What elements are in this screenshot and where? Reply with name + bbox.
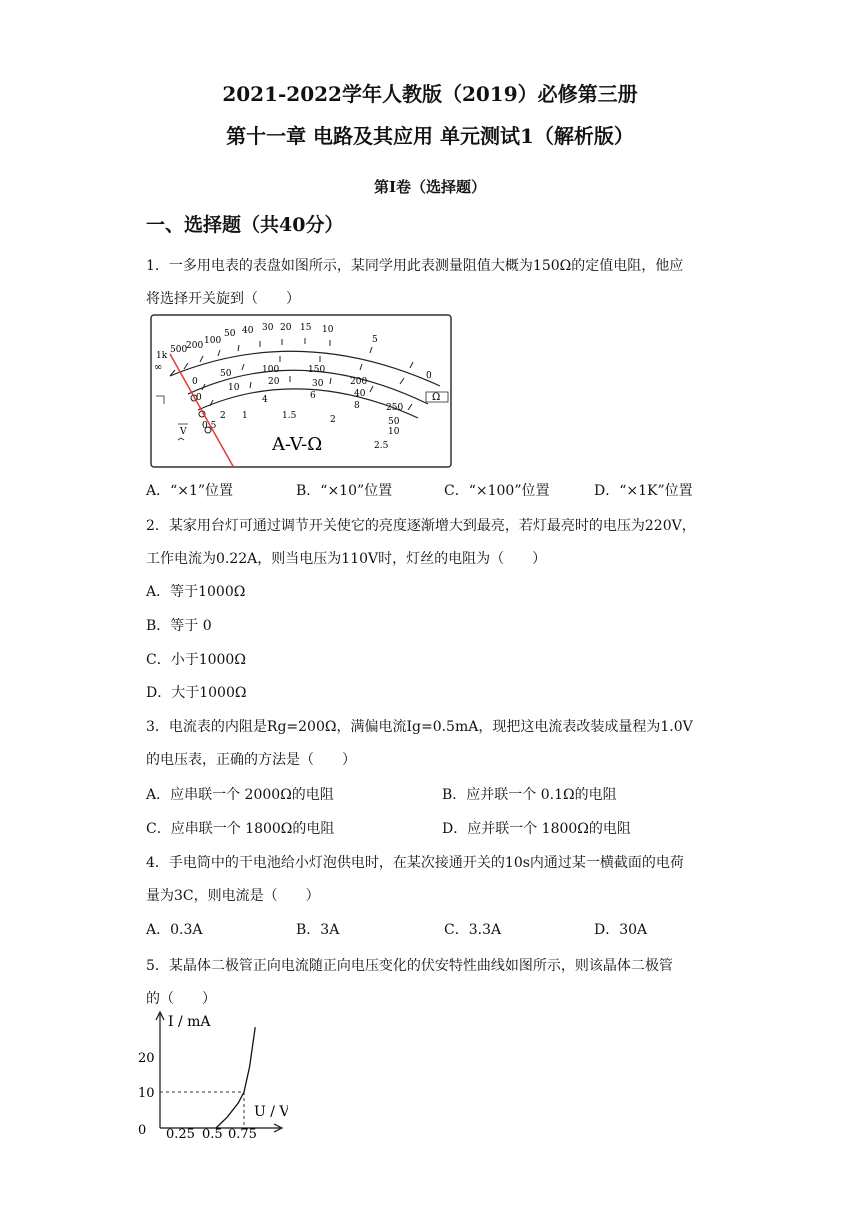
y-tick-10: 10 — [138, 1086, 155, 1101]
q2-option-c[interactable]: C．小于1000Ω — [146, 652, 246, 668]
q2-option-d[interactable]: D．大于1000Ω — [146, 685, 247, 701]
q4-stem-line1: 4．手电筒中的干电池给小灯泡供电时，在某次接通开关的10s内通过某一横截面的电荷 — [146, 855, 684, 871]
q3-stem-line1: 3．电流表的内阻是Rg=200Ω，满偏电流Ig=0.5mA，现把这电流表改装成量程为1.0V — [146, 719, 693, 735]
meter-ohm-label-10: 10 — [322, 325, 334, 335]
meter-ohm-label-40: 40 — [242, 326, 254, 336]
q1-option-c[interactable]: C．“×100”位置 — [444, 483, 550, 499]
meter-ohm-label-200: 200 — [186, 341, 204, 351]
q1-option-d[interactable]: D．“×1K”位置 — [594, 483, 693, 499]
q1-stem-line1: 1．一多用电表的表盘如图所示，某同学用此表测量阻值大概为150Ω的定值电阻，他应 — [146, 258, 684, 274]
q5-stem-line1: 5．某晶体二极管正向电流随正向电压变化的伏安特性曲线如图所示，则该晶体二极管 — [146, 958, 673, 974]
meter-low-label-2: 2 — [330, 415, 336, 425]
meter-dc2-label-20: 20 — [268, 377, 280, 387]
meter-low-label-1: 1 — [242, 411, 248, 421]
meter-low-label-2.5: 2.5 — [374, 441, 389, 451]
meter-ohm-label-5: 5 — [372, 335, 378, 345]
meter-mid-label-4: 4 — [262, 395, 268, 405]
meter-ohm-label-100: 100 — [204, 336, 222, 346]
meter-ohm-label-0: 0 — [426, 371, 432, 381]
q4-option-b[interactable]: B．3A — [296, 922, 340, 938]
origin-label: 0 — [138, 1123, 147, 1138]
meter-dc-label-200: 200 — [350, 377, 368, 387]
meter-dc2-label-30: 30 — [312, 379, 324, 389]
meter-ohm-label-20: 20 — [280, 323, 292, 333]
meter-mid-label-6: 6 — [310, 391, 316, 401]
title-line-1: 2021-2022学年人教版（2019）必修第三册 — [222, 82, 638, 106]
meter-mid-label-2: 2 — [220, 411, 226, 421]
q2-option-a[interactable]: A．等于1000Ω — [146, 584, 246, 600]
volume-heading: 第Ⅰ卷（选择题） — [373, 178, 487, 196]
meter-dc2-label-40: 40 — [354, 389, 366, 399]
meter-ohm-label-500: 500 — [170, 345, 188, 355]
y-tick-20: 20 — [138, 1051, 155, 1066]
meter-dc2-label-0: 0 — [196, 393, 202, 403]
meter-mid-label-8: 8 — [354, 401, 360, 411]
meter-dc-label-150: 150 — [308, 365, 326, 375]
meter-dc-label-50: 50 — [220, 369, 232, 379]
meter-mid-label-10: 10 — [388, 427, 400, 437]
x-tick-0.5: 0.5 — [202, 1127, 223, 1140]
meter-ohm-label-1k: 1k — [156, 351, 168, 361]
multimeter-dial-figure — [150, 314, 452, 468]
iv-curve-chart — [138, 1008, 288, 1140]
y-axis-label: I / mA — [168, 1014, 211, 1030]
meter-ohm-label-15: 15 — [300, 323, 312, 333]
q3-option-b[interactable]: B．应并联一个 0.1Ω的电阻 — [442, 787, 617, 803]
q1-stem-line2: 将选择开关旋到（ ） — [146, 291, 300, 307]
meter-omega-symbol: Ω — [432, 392, 441, 403]
meter-dc-label-250: 250 — [386, 403, 404, 413]
q4-stem-line2: 量为3C，则电流是（ ） — [146, 888, 320, 904]
q3-option-c[interactable]: C．应串联一个 1800Ω的电阻 — [146, 821, 335, 837]
q3-option-d[interactable]: D．应并联一个 1800Ω的电阻 — [442, 821, 631, 837]
meter-type-label: A-V-Ω — [272, 434, 323, 455]
infinity-symbol: ∞ — [154, 362, 163, 373]
q3-option-a[interactable]: A．应串联一个 2000Ω的电阻 — [146, 787, 334, 803]
q1-option-a[interactable]: A．“×1”位置 — [146, 483, 234, 499]
title-line-2: 第十一章 电路及其应用 单元测试1（解析版） — [226, 124, 634, 148]
q4-option-a[interactable]: A．0.3A — [146, 922, 203, 938]
q1-option-b[interactable]: B．“×10”位置 — [296, 483, 393, 499]
meter-dc2-label-10: 10 — [228, 383, 240, 393]
meter-ohm-label-50: 50 — [224, 329, 236, 339]
q2-stem-line1: 2．某家用台灯可通过调节开关使它的亮度逐渐增大到最亮，若灯最亮时的电压为220V， — [146, 518, 696, 534]
meter-low-label-1.5: 1.5 — [282, 411, 297, 421]
q3-stem-line2: 的电压表，正确的方法是（ ） — [146, 752, 356, 768]
q2-option-b[interactable]: B．等于 0 — [146, 618, 212, 634]
meter-dc-label-100: 100 — [262, 365, 280, 375]
meter-v-symbol: V — [180, 427, 187, 437]
meter-ohm-label-30: 30 — [262, 323, 274, 333]
x-tick-0.75: 0.75 — [228, 1127, 257, 1140]
q5-stem-line2: 的（ ） — [146, 991, 216, 1007]
iv-curve-series — [216, 1027, 255, 1128]
section-heading: 一、选择题（共40分） — [146, 214, 344, 236]
meter-low-label-0.5: 0.5 — [202, 421, 217, 431]
q4-option-d[interactable]: D．30A — [594, 922, 648, 938]
q2-stem-line2: 工作电流为0.22A，则当电压为110V时，灯丝的电阻为（ ） — [146, 551, 547, 567]
meter-dc-label-0: 0 — [192, 377, 198, 387]
q4-option-c[interactable]: C．3.3A — [444, 922, 502, 938]
x-axis-label: U / V — [254, 1104, 288, 1120]
meter-dc2-label-50: 50 — [388, 417, 400, 427]
x-tick-0.25: 0.25 — [166, 1127, 195, 1140]
